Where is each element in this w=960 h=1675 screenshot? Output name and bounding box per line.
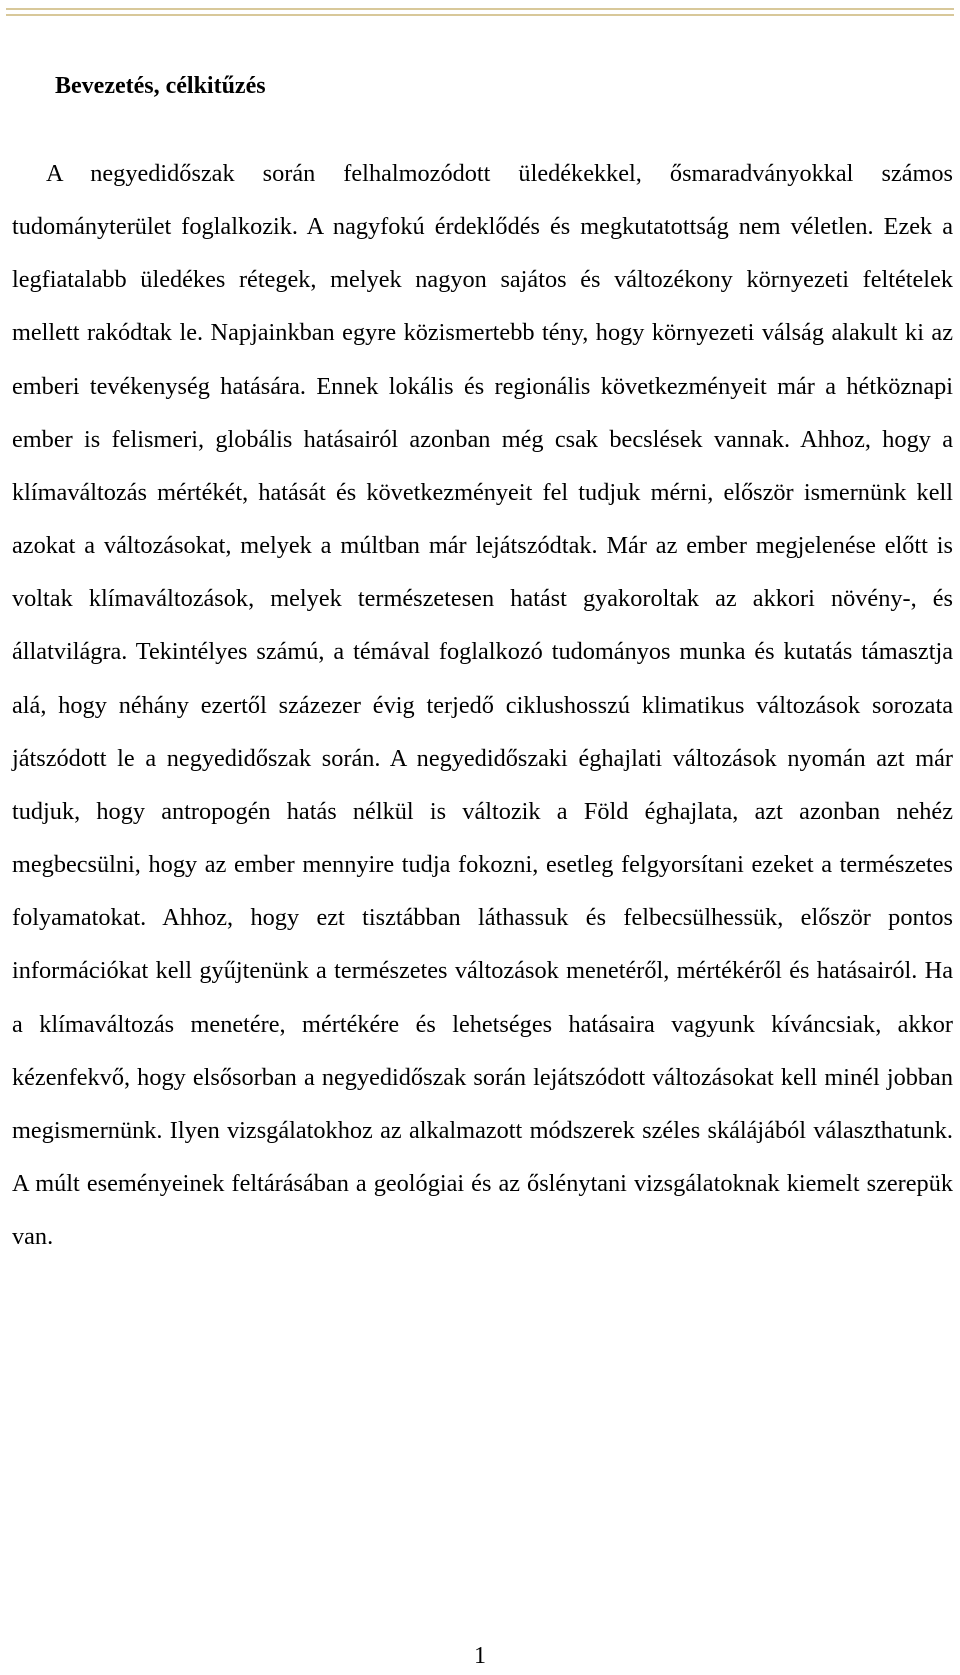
body-paragraph: A negyedidőszak során felhalmozódott üledékekkel, ősmaradványokkal számos tudományterület foglalkozik. A nagyfokú érdeklődés és megkutatottság nem véletlen. Ezek a legfiatalabb üledékes rétegek, melyek nagyon sajátos és változékony környezeti feltételek mellett rakódtak le. Napjainkban egyre közismertebb tény, hogy környezeti válság alakult ki az emberi tevékenység hatására. Ennek lokális és regionális következményeit már a hétköznapi ember is felismeri, globális hatásairól azonban még csak becslések vannak. Ahhoz, hogy a klímaváltozás mértékét, hatását és következményeit fel tudjuk mérni, először ismernünk kell azokat a változásokat, melyek a múltban már lejátszódtak. Már az ember megjelenése előtt is voltak klímaváltozások, melyek természetesen hatást gyakoroltak az akkori növény-, és állatvilágra. Tekintélyes számú, a témával foglalkozó tudományos munka és kutatás támasztja alá, hogy néhány ezertől százezer évig terjedő ciklushosszú klimatikus változások sorozata játszódott le a negyedidőszak során. A negyedidőszaki éghajlati változások nyomán azt már tudjuk, hogy antropogén hatás nélkül is változik a Föld éghajlata, azt azonban nehéz megbecsülni, hogy az ember mennyire tudja fokozni, esetleg felgyorsítani ezeket a természetes folyamatokat. Ahhoz, hogy ezt tisztábban láthassuk és felbecsülhessük, először pontos információkat kell gyűjtenünk a természetes változások menetéről, mértékéről és hatásairól. Ha a klímaváltozás menetére, mértékére és lehetséges hatásaira vagyunk kíváncsiak, akkor kézenfekvő, hogy elsősorban a negyedidőszak során lejátszódott változásokat kell minél jobban megismernünk. Ilyen vizsgálatokhoz az alkalmazott módszerek széles skálájából választhatunk. A múlt eseményeinek feltárásában a geológiai és az őslénytani vizsgálatoknak kiemelt szerepük van.	[12, 160, 953, 1251]
top-border-line	[6, 8, 954, 10]
top-border-line-inner	[6, 14, 954, 16]
section-heading: Bevezetés, célkitűzés	[55, 73, 266, 99]
page-number: 1	[474, 1643, 486, 1669]
